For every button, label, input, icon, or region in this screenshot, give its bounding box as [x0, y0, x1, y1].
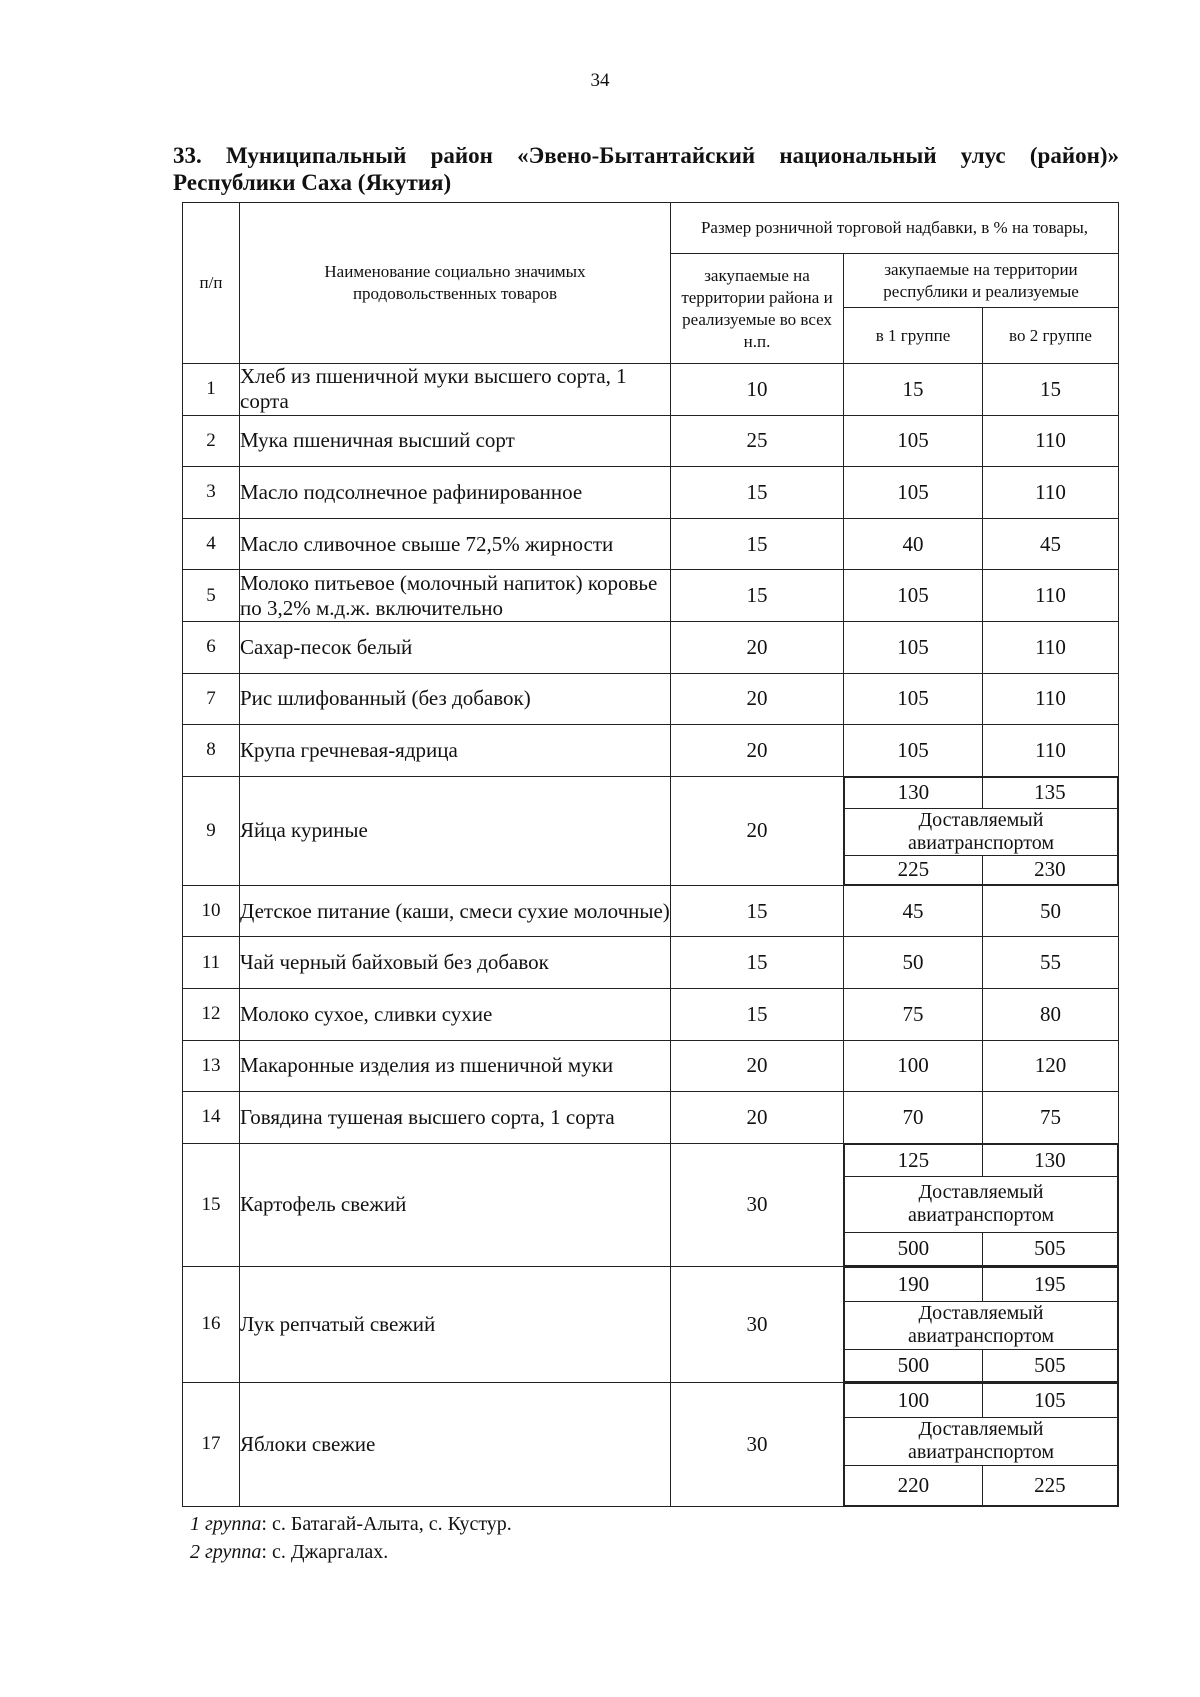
- republic-markup-split: [844, 1382, 1119, 1506]
- group2-markup: 80: [983, 988, 1119, 1040]
- product-name: Картофель свежий: [240, 1143, 671, 1266]
- table-row: [183, 885, 1119, 937]
- heading-line-2: Республики Саха (Якутия): [173, 170, 452, 195]
- split-markup-table: [844, 1144, 1118, 1266]
- group1-markup: 70: [844, 1092, 983, 1144]
- product-name: Молоко питьевое (молочный напиток) коровье по 3,2% м.д.ж. включительно: [240, 570, 671, 622]
- air-delivery-label: Доставляемый авиатранспортом: [845, 1176, 1118, 1232]
- table-row: [183, 364, 1119, 416]
- product-name: Макаронные изделия из пшеничной муки: [240, 1040, 671, 1092]
- group1-markup: 105: [844, 725, 983, 777]
- header-markup: Размер розничной торговой надбавки, в % на товары,: [671, 203, 1119, 254]
- local-markup: 20: [671, 725, 844, 777]
- group2-markup: 50: [983, 885, 1119, 937]
- group2-markup: 110: [983, 570, 1119, 622]
- product-name: Яйца куриные: [240, 776, 671, 885]
- group2-markup: 15: [983, 364, 1119, 416]
- group2-markup: 110: [983, 673, 1119, 725]
- local-markup: 20: [671, 621, 844, 673]
- header-group2: во 2 группе: [983, 308, 1119, 364]
- table-row: [183, 988, 1119, 1040]
- local-markup: 15: [671, 988, 844, 1040]
- product-name: Крупа гречневая-ядрица: [240, 725, 671, 777]
- group1-air-markup: 500: [845, 1232, 983, 1265]
- product-name: Говядина тушеная высшего сорта, 1 сорта: [240, 1092, 671, 1144]
- group1-air-markup: 500: [845, 1349, 983, 1381]
- republic-markup-split: [844, 776, 1119, 885]
- product-name: Хлеб из пшеничной муки высшего сорта, 1 сорта: [240, 364, 671, 416]
- row-number: 10: [183, 885, 240, 937]
- product-name: Сахар-песок белый: [240, 621, 671, 673]
- row-number: 12: [183, 988, 240, 1040]
- group2-markup: 120: [983, 1040, 1119, 1092]
- row-number: 2: [183, 415, 240, 467]
- footnote-label: 1 группа: [190, 1513, 262, 1535]
- group1-markup: 45: [844, 885, 983, 937]
- local-markup: 10: [671, 364, 844, 416]
- footnote-1: [190, 1513, 512, 1536]
- group2-markup: 110: [983, 621, 1119, 673]
- footnote-text: : с. Батагай-Алыта, с. Кустур.: [261, 1513, 512, 1535]
- group2-markup: 45: [983, 518, 1119, 570]
- air-delivery-label: Доставляемый авиатранспортом: [845, 1301, 1118, 1349]
- split-markup-table: [844, 1267, 1118, 1382]
- group1-air-markup: 225: [845, 855, 983, 884]
- table-row: [183, 415, 1119, 467]
- local-markup: 25: [671, 415, 844, 467]
- heading-line-1: 33. Муниципальный район «Эвено-Бытантайский национальный улус (район)»: [173, 143, 1119, 168]
- group1-markup: 105: [844, 621, 983, 673]
- group2-markup: 195: [982, 1267, 1117, 1301]
- table-row: [183, 1266, 1119, 1382]
- split-markup-table: [844, 777, 1118, 885]
- page-number: 34: [590, 70, 610, 91]
- group2-markup: 110: [983, 467, 1119, 519]
- group2-air-markup: 225: [982, 1465, 1117, 1505]
- row-number: 5: [183, 570, 240, 622]
- table-row: [183, 1040, 1119, 1092]
- table-row: [183, 937, 1119, 989]
- header-local: закупаемые на территории района и реализуемые во всех н.п.: [671, 254, 844, 364]
- row-number: 8: [183, 725, 240, 777]
- group1-markup: 190: [845, 1267, 983, 1301]
- table-row: [183, 1092, 1119, 1144]
- header-name: Наименование социально значимых продовольственных товаров: [240, 203, 671, 364]
- group1-markup: 105: [844, 467, 983, 519]
- group1-air-markup: 220: [845, 1465, 983, 1505]
- product-name: Молоко сухое, сливки сухие: [240, 988, 671, 1040]
- product-name: Лук репчатый свежий: [240, 1266, 671, 1382]
- row-number: 9: [183, 776, 240, 885]
- group1-markup: 105: [844, 570, 983, 622]
- row-number: 6: [183, 621, 240, 673]
- row-number: 7: [183, 673, 240, 725]
- row-number: 1: [183, 364, 240, 416]
- product-name: Мука пшеничная высший сорт: [240, 415, 671, 467]
- table-row: [183, 1382, 1119, 1506]
- local-markup: 20: [671, 776, 844, 885]
- table-row: [183, 570, 1119, 622]
- republic-markup-split: [844, 1143, 1119, 1266]
- table-body: [183, 364, 1119, 1507]
- local-markup: 15: [671, 467, 844, 519]
- group1-markup: 100: [845, 1383, 983, 1417]
- table-row: [183, 673, 1119, 725]
- group1-markup: 50: [844, 937, 983, 989]
- row-number: 16: [183, 1266, 240, 1382]
- product-name: Масло подсолнечное рафинированное: [240, 467, 671, 519]
- footnote-text: : с. Джаргалах.: [261, 1541, 389, 1563]
- product-name: Чай черный байховый без добавок: [240, 937, 671, 989]
- local-markup: 20: [671, 673, 844, 725]
- header-group1: в 1 группе: [844, 308, 983, 364]
- local-markup: 15: [671, 570, 844, 622]
- product-name: Масло сливочное свыше 72,5% жирности: [240, 518, 671, 570]
- header-num: п/п: [183, 203, 240, 364]
- row-number: 15: [183, 1143, 240, 1266]
- row-number: 11: [183, 937, 240, 989]
- air-delivery-label: Доставляемый авиатранспортом: [845, 1417, 1118, 1465]
- local-markup: 30: [671, 1143, 844, 1266]
- split-markup-table: [844, 1383, 1118, 1506]
- group2-markup: 130: [982, 1144, 1117, 1176]
- group1-markup: 130: [845, 777, 983, 808]
- footnote-2: [190, 1541, 388, 1564]
- group2-markup: 55: [983, 937, 1119, 989]
- group1-markup: 105: [844, 673, 983, 725]
- local-markup: 15: [671, 885, 844, 937]
- table-row: [183, 467, 1119, 519]
- local-markup: 15: [671, 937, 844, 989]
- group1-markup: 125: [845, 1144, 983, 1176]
- group1-markup: 100: [844, 1040, 983, 1092]
- local-markup: 30: [671, 1266, 844, 1382]
- table-row: [183, 1143, 1119, 1266]
- product-name: Яблоки свежие: [240, 1382, 671, 1506]
- table-row: [183, 518, 1119, 570]
- group2-air-markup: 230: [982, 855, 1117, 884]
- group2-air-markup: 505: [982, 1232, 1117, 1265]
- air-delivery-label: Доставляемый авиатранспортом: [845, 808, 1118, 855]
- local-markup: 20: [671, 1040, 844, 1092]
- group2-markup: 135: [982, 777, 1117, 808]
- group1-markup: 40: [844, 518, 983, 570]
- row-number: 13: [183, 1040, 240, 1092]
- table-row: [183, 621, 1119, 673]
- group1-markup: 15: [844, 364, 983, 416]
- local-markup: 15: [671, 518, 844, 570]
- local-markup: 20: [671, 1092, 844, 1144]
- group1-markup: 75: [844, 988, 983, 1040]
- group2-markup: 110: [983, 415, 1119, 467]
- markup-table: [182, 202, 1119, 1507]
- row-number: 17: [183, 1382, 240, 1506]
- group1-markup: 105: [844, 415, 983, 467]
- group2-markup: 105: [982, 1383, 1117, 1417]
- table-row: [183, 776, 1119, 885]
- header-republic: закупаемые на территории республики и реализуемые: [844, 254, 1119, 308]
- footnote-label: 2 группа: [190, 1541, 262, 1563]
- group2-markup: 75: [983, 1092, 1119, 1144]
- row-number: 14: [183, 1092, 240, 1144]
- row-number: 4: [183, 518, 240, 570]
- product-name: Рис шлифованный (без добавок): [240, 673, 671, 725]
- product-name: Детское питание (каши, смеси сухие молочные): [240, 885, 671, 937]
- group2-markup: 110: [983, 725, 1119, 777]
- row-number: 3: [183, 467, 240, 519]
- republic-markup-split: [844, 1266, 1119, 1382]
- section-heading: [173, 142, 1119, 196]
- group2-air-markup: 505: [982, 1349, 1117, 1381]
- local-markup: 30: [671, 1382, 844, 1506]
- table-row: [183, 725, 1119, 777]
